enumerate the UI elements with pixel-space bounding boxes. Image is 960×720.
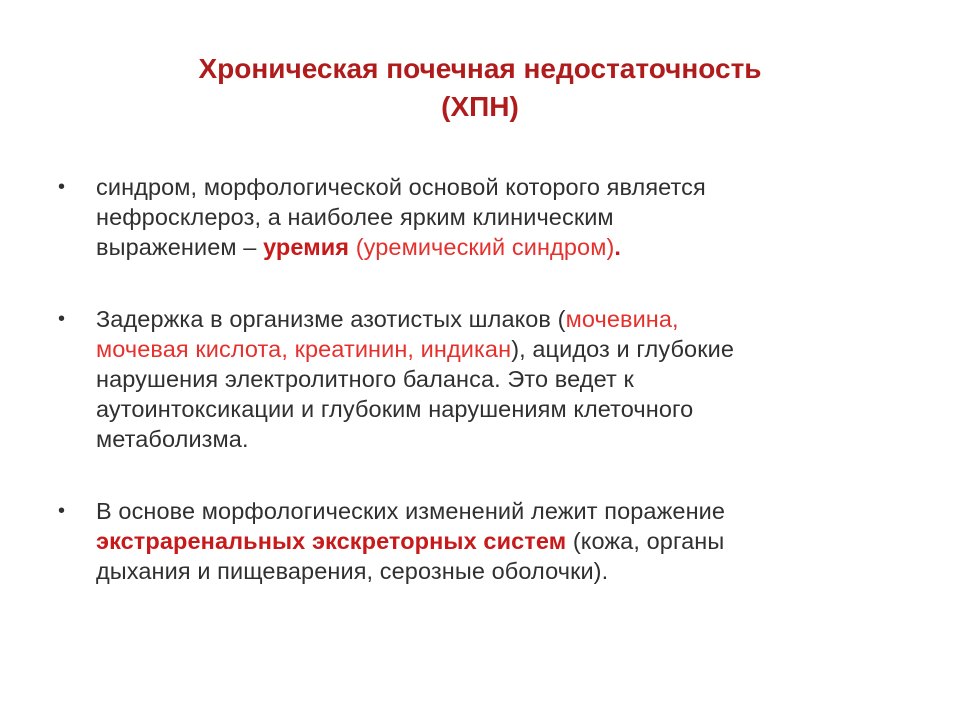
- bullet-text-line: [96, 202, 918, 232]
- slide-title: [60, 50, 900, 126]
- bullet-item: [58, 496, 918, 586]
- bullet-text-line: [96, 364, 918, 394]
- bullet-text: нефросклероз, а наиболее ярким клиническим: [96, 204, 614, 230]
- bullet-text-line: [96, 304, 918, 334]
- bullet-text-line: [96, 526, 918, 556]
- bullet-text-line: [96, 556, 918, 586]
- bullet-item: [58, 172, 918, 262]
- bullet-text-line: [96, 394, 918, 424]
- bullet-text-line: [96, 496, 918, 526]
- bullet-list: [58, 172, 918, 586]
- bullet-text-line: [96, 232, 918, 262]
- bullet-text-line: [96, 424, 918, 454]
- bullet-text: нарушения электролитного баланса. Это ведет к: [96, 366, 634, 392]
- bullet-text: ), ацидоз и глубокие: [511, 336, 734, 362]
- bullet-text: синдром, морфологической основой которого является: [96, 174, 706, 200]
- highlighted-term: экстраренальных экскреторных систем: [96, 528, 567, 554]
- bullet-text-line: [96, 334, 918, 364]
- highlighted-term: .: [614, 234, 622, 260]
- bullet-text: (кожа, органы: [566, 528, 725, 554]
- bullet-text-line: [96, 172, 918, 202]
- highlighted-term: (уремический синдром): [349, 234, 615, 260]
- bullet-text: В основе морфологических изменений лежит поражение: [96, 498, 726, 524]
- bullet-text: дыхания и пищеварения, серозные оболочки).: [96, 558, 609, 584]
- bullet-text: аутоинтоксикации и глубоким нарушениям клеточного: [96, 396, 694, 422]
- bullet-text: метаболизма.: [96, 426, 249, 452]
- bullet-dot-icon: •: [58, 500, 66, 522]
- slide-title-line-1: Хроническая почечная недостаточность: [198, 53, 762, 84]
- bullet-item: [58, 304, 918, 454]
- bullet-text: Задержка в организме азотистых шлаков (: [96, 306, 566, 332]
- bullet-dot-icon: •: [58, 308, 66, 330]
- bullet-dot-icon: •: [58, 176, 66, 198]
- bullet-text: выражением –: [96, 234, 264, 260]
- slide-title-line-2: (ХПН): [441, 91, 519, 122]
- highlighted-term: мочевая кислота, креатинин, индикан: [96, 336, 512, 362]
- highlighted-term: мочевина,: [565, 306, 679, 332]
- highlighted-term: уремия: [263, 234, 350, 260]
